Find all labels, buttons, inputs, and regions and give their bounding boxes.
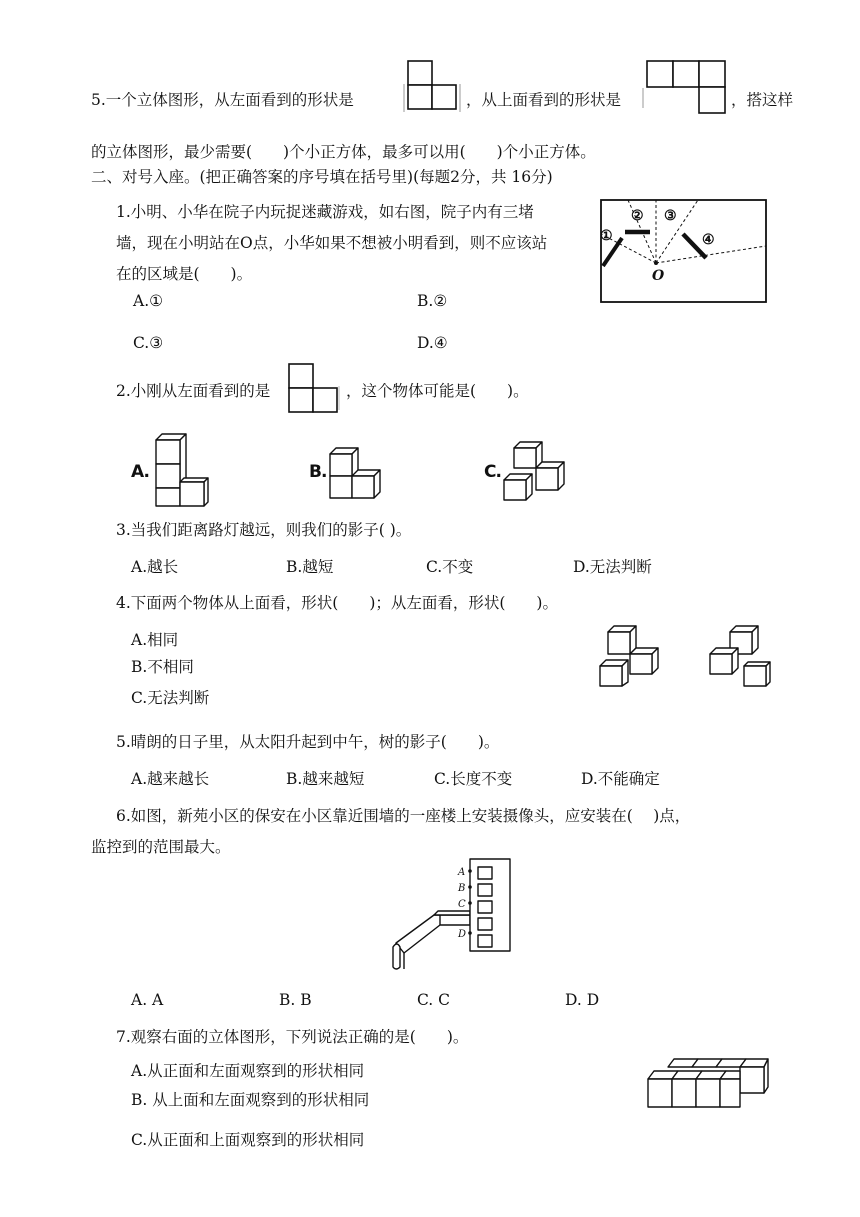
top-view-shape — [642, 58, 728, 116]
building-wall-figure — [388, 855, 520, 977]
q3-option-c: C.不变 — [426, 558, 474, 576]
q3-option-b: B.越短 — [286, 558, 334, 576]
region-label-3: ③ — [664, 208, 677, 224]
point-c-label: C — [458, 899, 466, 910]
section-heading: 二、对号入座。(把正确答案的序号填在括号里)(每题2分，共 16分) — [91, 168, 553, 186]
q1-line1: 1.小明、小华在院子内玩捉迷藏游戏，如右图，院子内有三堵 — [116, 203, 534, 221]
q3-stem: 3.当我们距离路灯越远，则我们的影子( )。 — [116, 521, 412, 539]
q1-option-d: D.④ — [417, 334, 448, 352]
point-o-label: O — [652, 268, 665, 284]
q5-prev-text-part1: 5.一个立体图形，从左面看到的形状是 — [91, 91, 354, 109]
q2-option-b-figure — [324, 444, 382, 500]
region-label-1: ① — [600, 228, 613, 244]
q2-left-view-shape — [286, 362, 342, 414]
courtyard-figure — [598, 196, 770, 306]
q4-object-1 — [596, 622, 662, 690]
region-label-4: ④ — [702, 232, 715, 248]
q7-option-c: C.从正面和上面观察到的形状相同 — [131, 1131, 365, 1149]
q5-prev-line2: 的立体图形，最少需要( )个小正方体，最多可以用( )个小正方体。 — [91, 143, 596, 161]
q5-option-c: C.长度不变 — [434, 770, 513, 788]
q2-stem-b: ，这个物体可能是( )。 — [346, 382, 529, 400]
q6-option-a: A. A — [131, 991, 164, 1009]
q5-option-a: A.越来越长 — [131, 770, 210, 788]
q4-option-b: B.不相同 — [131, 658, 194, 676]
q5-prev-text-part3: ，搭这样 — [731, 91, 794, 109]
point-d-label: D — [458, 929, 467, 940]
q1-line3: 在的区域是( )。 — [116, 265, 253, 283]
q4-object-2 — [704, 622, 772, 690]
q3-option-a: A.越长 — [131, 558, 179, 576]
q4-option-c: C.无法判断 — [131, 689, 210, 707]
q1-option-c: C.③ — [133, 334, 164, 352]
region-label-2: ② — [631, 208, 644, 224]
q1-line2: 墙，现在小明站在O点，小华如果不想被小明看到，则不应该站 — [116, 234, 548, 252]
q7-stem: 7.观察右面的立体图形，下列说法正确的是( )。 — [116, 1028, 469, 1046]
q5-option-b: B.越来越短 — [286, 770, 365, 788]
q6-line2: 监控到的范围最大。 — [91, 838, 231, 856]
q5-option-d: D.不能确定 — [581, 770, 660, 788]
q2-option-b-label: B. — [309, 462, 327, 482]
q4-option-a: A.相同 — [131, 631, 179, 649]
q3-option-d: D.无法判断 — [573, 558, 652, 576]
q6-option-b: B. B — [279, 991, 312, 1009]
q2-option-a-figure — [150, 432, 210, 508]
q5-prev-text-part2: ，从上面看到的形状是 — [466, 91, 622, 109]
q2-option-c-label: C. — [484, 462, 501, 482]
q1-option-b: B.② — [417, 292, 448, 310]
left-view-shape — [403, 58, 461, 114]
q6-option-c: C. C — [417, 991, 451, 1009]
q7-option-a: A.从正面和左面观察到的形状相同 — [131, 1062, 365, 1080]
q1-option-a: A.① — [133, 292, 164, 310]
point-a-label: A — [458, 867, 466, 878]
q2-stem-a: 2.小刚从左面看到的是 — [116, 382, 271, 400]
q5-stem: 5.晴朗的日子里，从太阳升起到中午，树的影子( )。 — [116, 733, 500, 751]
point-b-label: B — [458, 883, 466, 894]
q7-option-b: B. 从上面和左面观察到的形状相同 — [131, 1091, 370, 1109]
q2-option-c-figure — [500, 440, 568, 502]
q6-line1: 6.如图，新苑小区的保安在小区靠近围墙的一座楼上安装摄像头，应安装在( )点， — [116, 807, 691, 825]
q6-option-d: D. D — [565, 991, 600, 1009]
q2-option-a-label: A. — [131, 462, 149, 482]
q4-stem: 4.下面两个物体从上面看，形状( )；从左面看，形状( )。 — [116, 594, 558, 612]
q7-solid-figure — [644, 1055, 770, 1111]
